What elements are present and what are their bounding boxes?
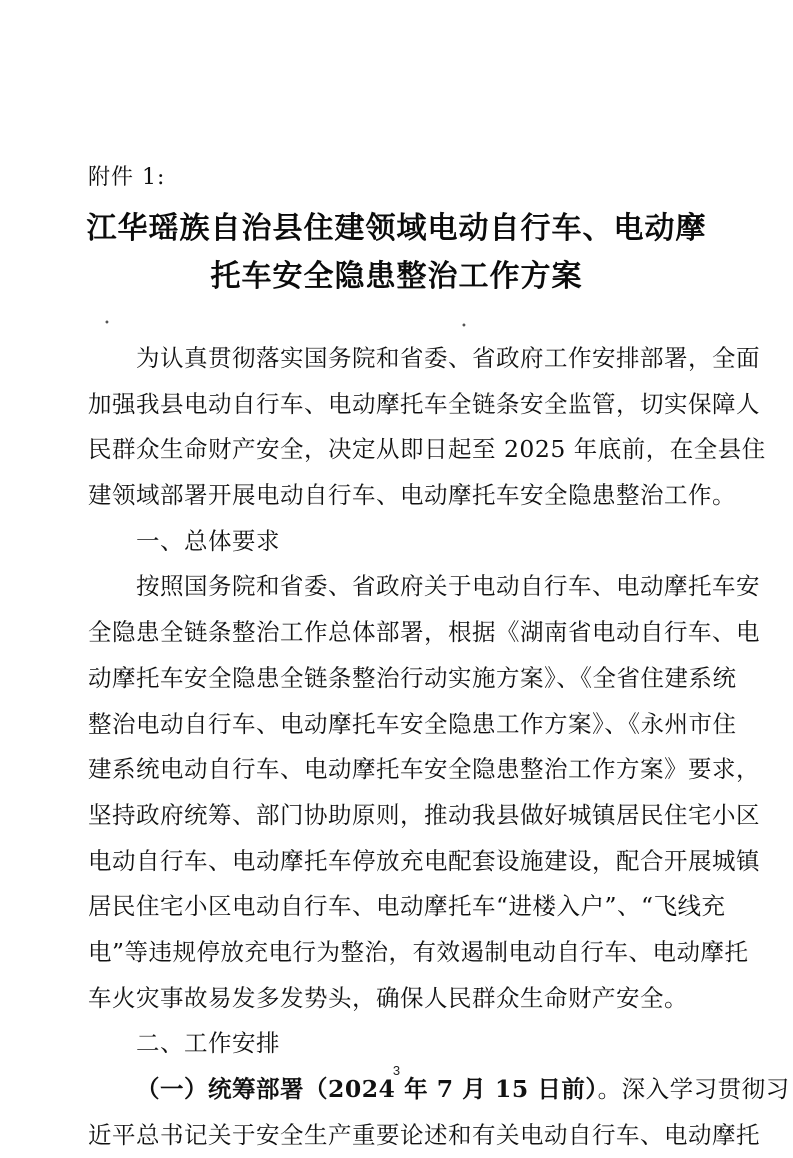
scan-speck: • (461, 321, 467, 332)
paragraph-line: 建领域部署开展电动自行车、电动摩托车安全隐患整治工作。 (88, 481, 736, 510)
paragraph-line: 电”等违规停放充电行为整治，有效遏制电动自行车、电动摩托 (88, 937, 749, 966)
paragraph-line: 电动自行车、电动摩托车停放充电配套设施建设，配合开展城镇 (88, 846, 760, 875)
paragraph-line: 车火灾事故易发多发势头，确保人民群众生命财产安全。 (88, 983, 688, 1012)
subsection-heading: （一）统筹部署（2024 年 7 月 15 日前） (136, 1075, 598, 1103)
paragraph-line: 为认真贯彻落实国务院和省委、省政府工作安排部署，全面 (136, 344, 760, 372)
paragraph-line: 近平总书记关于安全生产重要论述和有关电动自行车、电动摩托 (88, 1120, 760, 1149)
attachment-label: 附件 1: (88, 165, 166, 190)
paragraph-line: 民群众生命财产安全，决定从即日起至 2025 年底前，在全县住 (88, 435, 766, 464)
section-heading: 一、总体要求 (136, 526, 280, 555)
title-line-2: 托车安全隐患整治工作方案 (210, 259, 583, 294)
scan-speck: • (104, 318, 110, 329)
paragraph-line: 加强我县电动自行车、电动摩托车全链条安全监管，切实保障人 (88, 389, 760, 418)
page-number: 3 (392, 1063, 401, 1078)
paragraph-line: 动摩托车安全隐患全链条整治行动实施方案》、《全省住建系统 (88, 663, 737, 692)
document-body (88, 336, 790, 1158)
document-title (0, 205, 793, 301)
subsection-text: 。深入学习贯彻习 (597, 1075, 790, 1103)
paragraph-line: 坚持政府统筹、部门协助原则，推动我县做好城镇居民住宅小区 (88, 800, 760, 829)
paragraph-line: 按照国务院和省委、省政府关于电动自行车、电动摩托车安 (136, 572, 760, 601)
paragraph-line: 居民住宅小区电动自行车、电动摩托车“进楼入户”、“飞线充 (88, 892, 726, 921)
paragraph-line: 建系统电动自行车、电动摩托车安全隐患整治工作方案》要求， (88, 755, 760, 784)
section-heading: 二、工作安排 (136, 1029, 280, 1058)
paragraph-line: 整治电动自行车、电动摩托车安全隐患工作方案》、《永州市住 (88, 709, 737, 738)
paragraph-line: 全隐患全链条整治工作总体部署，根据《湖南省电动自行车、电 (88, 618, 760, 647)
title-line-1: 江华瑶族自治县住建领域电动自行车、电动摩 (86, 211, 707, 246)
